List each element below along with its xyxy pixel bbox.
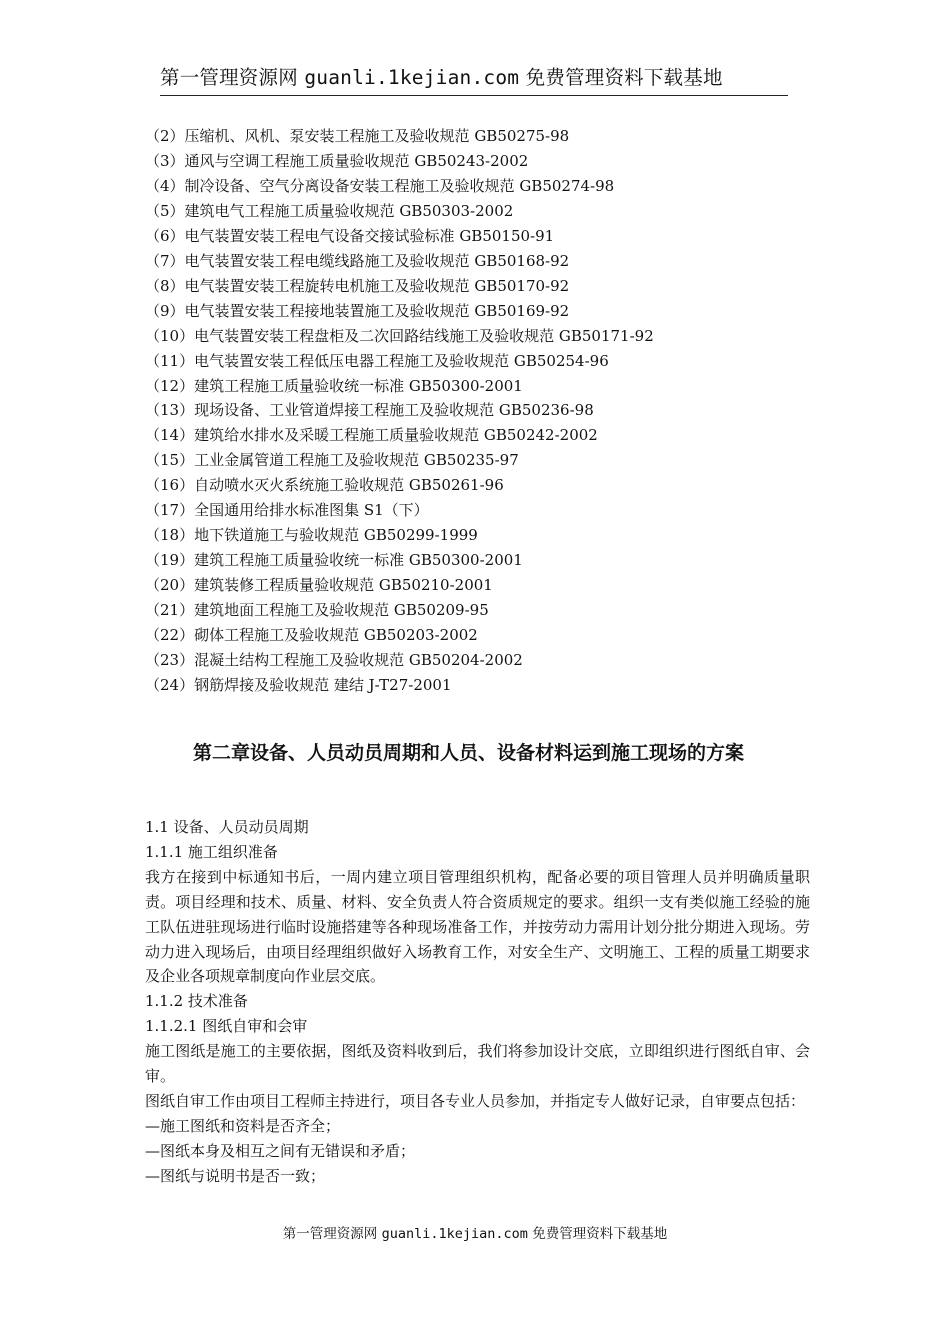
subsection-heading: 1.1.2 技术准备	[145, 992, 248, 1011]
body-text	[145, 815, 810, 1189]
footer-tagline: 免费管理资料下载基地	[532, 1226, 668, 1242]
standard-item: （13）现场设备、工业管道焊接工程施工及验收规范 GB50236-98	[145, 401, 594, 420]
standard-item: （9）电气装置安装工程接地装置施工及验收规范 GB50169-92	[145, 301, 570, 320]
page-footer	[0, 1224, 950, 1244]
section-heading: 1.1 设备、人员动员周期	[145, 818, 309, 836]
standards-list	[145, 124, 654, 698]
paragraph: 图纸自审工作由项目工程师主持进行，项目各专业人员参加，并指定专人做好记录，自审要点包括：	[145, 1091, 806, 1110]
list-item: —施工图纸和资料是否齐全；	[145, 1116, 341, 1135]
standard-item: （15）工业金属管道工程施工及验收规范 GB50235-97	[145, 451, 519, 470]
paragraph: 施工图纸是施工的主要依据，图纸及资料收到后，我们将参加设计交底，立即组织进行图纸自审、会审。	[145, 1042, 810, 1086]
standard-item: （11）电气装置安装工程低压电器工程施工及验收规范 GB50254-96	[145, 351, 609, 370]
paragraph: 我方在接到中标通知书后，一周内建立项目管理组织机构，配备必要的项目管理人员并明确质量职责。项目经理和技术、质量、材料、安全负责人符合资质规定的要求。组织一支有类似施工经验的施工队伍进驻现场进行临时设施搭建等各种现场准备工作，并按劳动力需用计划分批分期进入现场。劳动力进入现场后，由项目经理组织做好入场教育工作，对安全生产、文明施工、工程的质量工期要求及企业各项规章制度向作业层交底。	[145, 867, 810, 986]
standard-item: （16）自动喷水灭火系统施工验收规范 GB50261-96	[145, 476, 504, 495]
subsection-heading: 1.1.1 施工组织准备	[145, 842, 278, 861]
standard-item: （6）电气装置安装工程电气设备交接试验标准 GB50150-91	[145, 226, 555, 245]
header-url[interactable]: guanli.1kejian.com	[304, 66, 520, 89]
standard-item: （8）电气装置安装工程旋转电机施工及验收规范 GB50170-92	[145, 276, 570, 295]
standard-item: （5）建筑电气工程施工质量验收规范 GB50303-2002	[145, 201, 514, 220]
standard-item: （19）建筑工程施工质量验收统一标准 GB50300-2001	[145, 551, 523, 570]
list-item: —图纸与说明书是否一致；	[145, 1166, 326, 1185]
chapter-title: 第二章设备、人员动员周期和人员、设备材料运到施工现场的方案	[193, 742, 745, 764]
standard-item: （4）制冷设备、空气分离设备安装工程施工及验收规范 GB50274-98	[145, 176, 615, 195]
header-tagline: 免费管理资料下载基地	[525, 66, 723, 89]
standard-item: （10）电气装置安装工程盘柜及二次回路结线施工及验收规范 GB50171-92	[145, 326, 654, 345]
subsection-heading: 1.1.2.1 图纸自审和会审	[145, 1017, 308, 1036]
standard-item: （12）建筑工程施工质量验收统一标准 GB50300-2001	[145, 376, 523, 395]
standard-item: （14）建筑给水排水及采暖工程施工质量验收规范 GB50242-2002	[145, 426, 598, 445]
standard-item: （3）通风与空调工程施工质量验收规范 GB50243-2002	[145, 151, 529, 170]
footer-url[interactable]: guanli.1kejian.com	[381, 1226, 528, 1242]
standard-item: （24）钢筋焊接及验收规范 建结 J-T27-2001	[145, 675, 452, 694]
footer-site-name: 第一管理资源网	[282, 1226, 378, 1242]
page-header	[160, 63, 788, 96]
standard-item: （17）全国通用给排水标准图集 S1（下）	[145, 501, 429, 520]
standard-item: （22）砌体工程施工及验收规范 GB50203-2002	[145, 626, 478, 645]
list-item: —图纸本身及相互之间有无错误和矛盾；	[145, 1141, 416, 1160]
standard-item: （7）电气装置安装工程电缆线路施工及验收规范 GB50168-92	[145, 251, 570, 270]
standard-item: （2）压缩机、风机、泵安装工程施工及验收规范 GB50275-98	[145, 127, 570, 145]
standard-item: （20）建筑装修工程质量验收规范 GB50210-2001	[145, 576, 493, 595]
standard-item: （18）地下铁道施工与验收规范 GB50299-1999	[145, 526, 478, 545]
header-site-name: 第一管理资源网	[160, 66, 298, 89]
standard-item: （21）建筑地面工程施工及验收规范 GB50209-95	[145, 601, 489, 620]
standard-item: （23）混凝土结构工程施工及验收规范 GB50204-2002	[145, 651, 523, 670]
